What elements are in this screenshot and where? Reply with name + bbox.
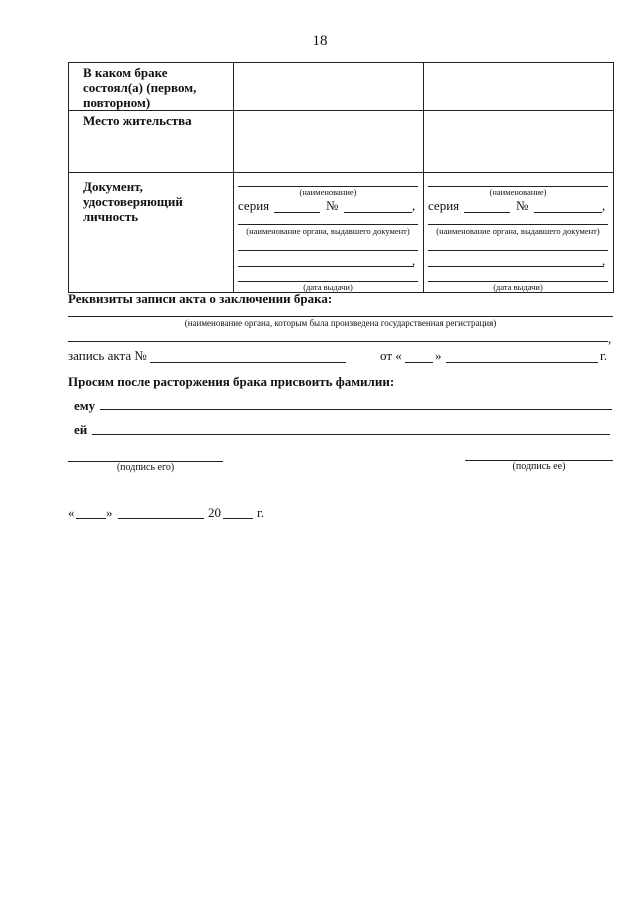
act-quote-close: » <box>435 348 442 363</box>
row-label-document: Документ, удостоверяющий личность <box>69 173 234 293</box>
act-from-label: от « <box>380 348 402 363</box>
row-label-marriage: В каком браке состоял(а) (первом, повторном) <box>69 63 234 111</box>
number-sign: № <box>326 198 339 213</box>
her-label: ей <box>74 422 88 437</box>
issuer-line-2[interactable] <box>238 250 418 251</box>
date-quote-close: » <box>106 505 113 520</box>
row-label-residence: Место жительства <box>69 111 234 173</box>
series-label: серия <box>428 198 460 213</box>
comma: , <box>412 253 416 268</box>
comma: , <box>412 198 416 213</box>
his-signature-caption: (подпись его) <box>116 462 175 473</box>
date-month-line[interactable] <box>118 518 204 519</box>
act-number-line[interactable] <box>150 362 346 363</box>
act-month-year-line[interactable] <box>446 362 598 363</box>
table-row-residence <box>69 111 614 173</box>
residence-cell-a[interactable] <box>234 111 424 173</box>
marriage-cell-a[interactable] <box>234 63 424 111</box>
her-signature-caption: (подпись ее) <box>512 461 566 472</box>
comma: , <box>602 253 606 268</box>
issuer-line[interactable] <box>238 224 418 225</box>
her-surname-line[interactable] <box>92 434 610 435</box>
issuer-line-3[interactable] <box>428 266 604 267</box>
document-cell-a <box>234 173 424 293</box>
issuer-caption: (наименование органа, выдавшего документ) <box>436 226 600 236</box>
number-line[interactable] <box>534 212 602 213</box>
him-label: ему <box>74 398 96 413</box>
table-row-document <box>69 173 614 293</box>
date-quote-open: « <box>68 505 75 520</box>
record-issuer-line-2[interactable] <box>68 341 608 342</box>
table-row-marriage <box>69 63 614 111</box>
act-number-label: запись акта № <box>68 348 147 363</box>
document-cell-b <box>424 173 614 293</box>
issuer-line-3[interactable] <box>238 266 414 267</box>
series-line[interactable] <box>464 212 510 213</box>
surnames-heading: Просим после расторжения брака присвоить фамилии: <box>68 374 395 389</box>
name-caption: (наименование) <box>489 187 547 197</box>
date-caption: (дата выдачи) <box>303 282 353 292</box>
issuer-caption: (наименование органа, выдавшего документ) <box>246 226 410 236</box>
number-line[interactable] <box>344 212 412 213</box>
page-number: 18 <box>312 33 328 49</box>
issuer-line[interactable] <box>428 224 608 225</box>
issuer-line-2[interactable] <box>428 250 608 251</box>
marriage-info-table <box>68 62 614 293</box>
residence-cell-b[interactable] <box>424 111 614 173</box>
series-line[interactable] <box>274 212 320 213</box>
record-heading: Реквизиты записи акта о заключении брака: <box>68 291 333 306</box>
date-caption: (дата выдачи) <box>493 282 543 292</box>
act-day-line[interactable] <box>405 362 433 363</box>
number-sign: № <box>516 198 529 213</box>
act-year-suffix: г. <box>600 348 608 363</box>
record-comma: , <box>608 331 612 346</box>
series-label: серия <box>238 198 270 213</box>
comma: , <box>602 198 606 213</box>
date-day-line[interactable] <box>76 518 106 519</box>
marriage-cell-b[interactable] <box>424 63 614 111</box>
record-issuer-caption: (наименование органа, которым была произведена государственная регистрация) <box>184 318 497 328</box>
date-century: 20 <box>208 505 221 520</box>
date-year-line[interactable] <box>223 518 253 519</box>
name-caption: (наименование) <box>299 187 357 197</box>
him-surname-line[interactable] <box>100 409 612 410</box>
record-issuer-line[interactable] <box>68 316 613 317</box>
date-year-suffix: г. <box>257 505 265 520</box>
